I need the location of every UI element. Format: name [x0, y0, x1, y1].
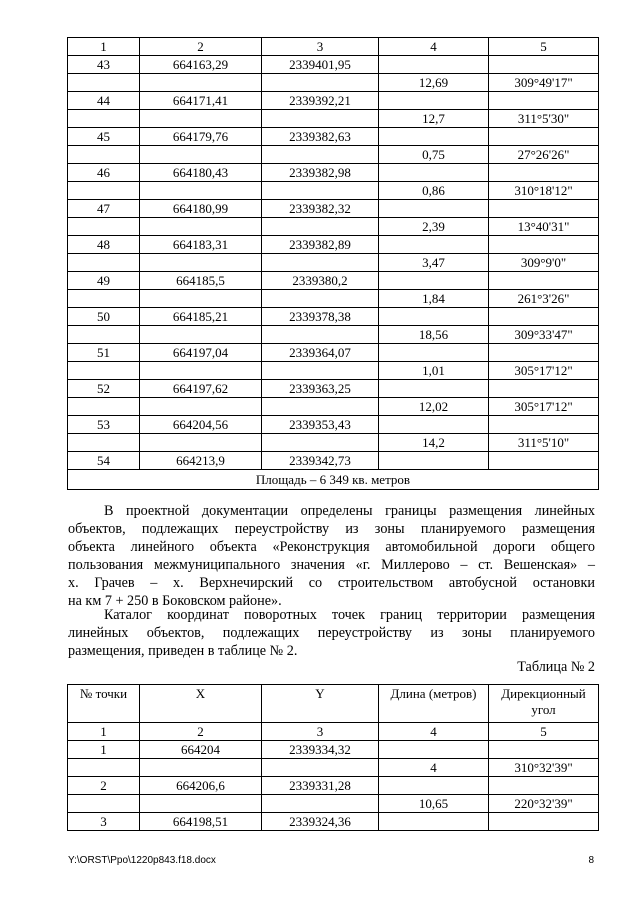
direction-angle-cell: 310°32'39" — [489, 759, 599, 777]
empty-cell — [379, 452, 489, 470]
empty-cell — [262, 74, 379, 92]
empty-cell — [379, 741, 489, 759]
empty-cell — [68, 146, 140, 164]
empty-cell — [140, 254, 262, 272]
text-line: Каталог координат поворотных точек границ территории размещения — [104, 607, 595, 623]
column-header-cell: Длина (метров) — [379, 685, 489, 723]
column-header-cell: X — [140, 685, 262, 723]
empty-cell — [489, 777, 599, 795]
x-coordinate-cell: 664183,31 — [140, 236, 262, 254]
empty-cell — [379, 777, 489, 795]
empty-cell — [379, 272, 489, 290]
area-row — [68, 470, 599, 490]
footer-file-path: Y:\ORST\Ppo\1220p843.f18.docx — [68, 855, 216, 866]
table-row — [68, 272, 599, 290]
point-number-cell: 48 — [68, 236, 140, 254]
x-coordinate-cell: 664197,04 — [140, 344, 262, 362]
empty-cell — [379, 380, 489, 398]
x-coordinate-cell: 664206,6 — [140, 777, 262, 795]
table-header-row — [68, 38, 599, 56]
x-coordinate-cell: 664197,62 — [140, 380, 262, 398]
direction-angle-cell: 309°9'0" — [489, 254, 599, 272]
empty-cell — [379, 128, 489, 146]
table-row — [68, 110, 599, 128]
direction-angle-cell: 305°17'12" — [489, 398, 599, 416]
table-number-row — [68, 723, 599, 741]
text-line: линейных объектов, подлежащих переустройству из зоны планируемого — [68, 625, 595, 641]
direction-angle-cell: 311°5'10" — [489, 434, 599, 452]
column-number-cell: 5 — [489, 38, 599, 56]
direction-angle-cell: 27°26'26" — [489, 146, 599, 164]
length-cell: 1,01 — [379, 362, 489, 380]
empty-cell — [68, 434, 140, 452]
empty-cell — [262, 182, 379, 200]
y-coordinate-cell: 2339382,89 — [262, 236, 379, 254]
empty-cell — [140, 110, 262, 128]
empty-cell — [262, 110, 379, 128]
empty-cell — [379, 344, 489, 362]
empty-cell — [140, 795, 262, 813]
text-line: В проектной документации определены границы размещения линейных — [104, 503, 595, 519]
length-cell: 12,69 — [379, 74, 489, 92]
point-number-cell: 52 — [68, 380, 140, 398]
table-row — [68, 74, 599, 92]
point-number-cell: 2 — [68, 777, 140, 795]
x-coordinate-cell: 664163,29 — [140, 56, 262, 74]
point-number-cell: 43 — [68, 56, 140, 74]
direction-angle-cell: 311°5'30" — [489, 110, 599, 128]
point-number-cell: 3 — [68, 813, 140, 831]
length-cell: 10,65 — [379, 795, 489, 813]
length-cell: 4 — [379, 759, 489, 777]
table-row — [68, 777, 599, 795]
point-number-cell: 46 — [68, 164, 140, 182]
point-number-cell: 47 — [68, 200, 140, 218]
table-row — [68, 362, 599, 380]
empty-cell — [379, 164, 489, 182]
length-cell: 2,39 — [379, 218, 489, 236]
text-line: пользования межмуниципального значения «г. Миллерово – ст. Вешенская» – — [68, 557, 595, 573]
direction-angle-cell: 13°40'31" — [489, 218, 599, 236]
y-coordinate-cell: 2339382,63 — [262, 128, 379, 146]
length-cell: 1,84 — [379, 290, 489, 308]
empty-cell — [379, 200, 489, 218]
empty-cell — [140, 146, 262, 164]
table-row — [68, 164, 599, 182]
point-number-cell: 50 — [68, 308, 140, 326]
empty-cell — [140, 290, 262, 308]
empty-cell — [489, 56, 599, 74]
length-cell: 18,56 — [379, 326, 489, 344]
paragraph-boundaries — [68, 502, 595, 610]
y-coordinate-cell: 2339353,43 — [262, 416, 379, 434]
y-coordinate-cell: 2339331,28 — [262, 777, 379, 795]
table-row — [68, 380, 599, 398]
column-number-cell: 5 — [489, 723, 599, 741]
empty-cell — [140, 182, 262, 200]
area-total-cell: Площадь – 6 349 кв. метров — [68, 470, 599, 490]
table-row — [68, 236, 599, 254]
column-header-cell: Дирекционный угол — [489, 685, 599, 723]
point-number-cell: 49 — [68, 272, 140, 290]
empty-cell — [68, 218, 140, 236]
point-number-cell: 54 — [68, 452, 140, 470]
empty-cell — [68, 74, 140, 92]
empty-cell — [379, 56, 489, 74]
column-number-cell: 2 — [140, 38, 262, 56]
y-coordinate-cell: 2339378,38 — [262, 308, 379, 326]
y-coordinate-cell: 2339324,36 — [262, 813, 379, 831]
y-coordinate-cell: 2339401,95 — [262, 56, 379, 74]
length-cell: 12,02 — [379, 398, 489, 416]
empty-cell — [68, 254, 140, 272]
text-line: объектов, подлежащих переустройству из зоны планируемого размещения — [68, 521, 595, 537]
table-row — [68, 416, 599, 434]
y-coordinate-cell: 2339392,21 — [262, 92, 379, 110]
table-row — [68, 759, 599, 777]
empty-cell — [262, 290, 379, 308]
table-2-caption: Таблица № 2 — [517, 659, 595, 675]
empty-cell — [68, 795, 140, 813]
direction-angle-cell: 305°17'12" — [489, 362, 599, 380]
empty-cell — [140, 759, 262, 777]
table-row — [68, 308, 599, 326]
x-coordinate-cell: 664179,76 — [140, 128, 262, 146]
column-number-cell: 1 — [68, 38, 140, 56]
text-line: на км 7 + 250 в Боковском районе». — [68, 593, 282, 609]
text-line: х. Грачев – х. Верхнечирский со строительством автобусной остановки — [68, 575, 595, 591]
empty-cell — [68, 290, 140, 308]
empty-cell — [262, 146, 379, 164]
empty-cell — [140, 398, 262, 416]
empty-cell — [489, 164, 599, 182]
empty-cell — [379, 92, 489, 110]
y-coordinate-cell: 2339334,32 — [262, 741, 379, 759]
table-row — [68, 200, 599, 218]
table-row — [68, 92, 599, 110]
direction-angle-cell: 309°49'17" — [489, 74, 599, 92]
empty-cell — [379, 416, 489, 434]
table-row — [68, 56, 599, 74]
length-cell: 12,7 — [379, 110, 489, 128]
empty-cell — [262, 254, 379, 272]
column-number-cell: 3 — [262, 38, 379, 56]
table-row — [68, 795, 599, 813]
column-number-cell: 4 — [379, 38, 489, 56]
coordinates-table-2 — [67, 684, 599, 831]
empty-cell — [262, 759, 379, 777]
empty-cell — [68, 326, 140, 344]
table-row — [68, 182, 599, 200]
column-number-cell: 2 — [140, 723, 262, 741]
empty-cell — [489, 200, 599, 218]
x-coordinate-cell: 664204,56 — [140, 416, 262, 434]
table-row — [68, 326, 599, 344]
point-number-cell: 1 — [68, 741, 140, 759]
table-row — [68, 741, 599, 759]
empty-cell — [68, 759, 140, 777]
column-number-cell: 3 — [262, 723, 379, 741]
y-coordinate-cell: 2339382,32 — [262, 200, 379, 218]
empty-cell — [68, 362, 140, 380]
footer-page-number: 8 — [588, 855, 594, 866]
length-cell: 0,75 — [379, 146, 489, 164]
x-coordinate-cell: 664185,5 — [140, 272, 262, 290]
empty-cell — [262, 362, 379, 380]
x-coordinate-cell: 664180,43 — [140, 164, 262, 182]
y-coordinate-cell: 2339380,2 — [262, 272, 379, 290]
table-row — [68, 218, 599, 236]
table-header-row — [68, 685, 599, 723]
empty-cell — [489, 380, 599, 398]
empty-cell — [140, 434, 262, 452]
empty-cell — [262, 398, 379, 416]
empty-cell — [489, 128, 599, 146]
x-coordinate-cell: 664198,51 — [140, 813, 262, 831]
length-cell: 14,2 — [379, 434, 489, 452]
table-row — [68, 434, 599, 452]
column-number-cell: 1 — [68, 723, 140, 741]
x-coordinate-cell: 664180,99 — [140, 200, 262, 218]
point-number-cell: 53 — [68, 416, 140, 434]
empty-cell — [262, 795, 379, 813]
empty-cell — [489, 272, 599, 290]
table-row — [68, 290, 599, 308]
coordinates-table-1 — [67, 37, 599, 490]
direction-angle-cell: 310°18'12" — [489, 182, 599, 200]
empty-cell — [68, 182, 140, 200]
empty-cell — [68, 398, 140, 416]
empty-cell — [489, 416, 599, 434]
column-number-cell: 4 — [379, 723, 489, 741]
y-coordinate-cell: 2339382,98 — [262, 164, 379, 182]
text-line: размещения, приведен в таблице № 2. — [68, 643, 298, 659]
empty-cell — [489, 236, 599, 254]
empty-cell — [262, 434, 379, 452]
direction-angle-cell: 220°32'39" — [489, 795, 599, 813]
table-row — [68, 146, 599, 164]
text-line: объекта линейного объекта «Реконструкция автомобильной дороги общего — [68, 539, 595, 555]
table-row — [68, 254, 599, 272]
table-row — [68, 813, 599, 831]
empty-cell — [489, 741, 599, 759]
table-row — [68, 452, 599, 470]
empty-cell — [140, 326, 262, 344]
length-cell: 3,47 — [379, 254, 489, 272]
paragraph-catalog — [68, 606, 595, 660]
y-coordinate-cell: 2339364,07 — [262, 344, 379, 362]
x-coordinate-cell: 664213,9 — [140, 452, 262, 470]
column-header-cell: Y — [262, 685, 379, 723]
empty-cell — [489, 308, 599, 326]
empty-cell — [489, 452, 599, 470]
empty-cell — [262, 218, 379, 236]
point-number-cell: 51 — [68, 344, 140, 362]
empty-cell — [489, 92, 599, 110]
empty-cell — [140, 362, 262, 380]
empty-cell — [379, 308, 489, 326]
direction-angle-cell: 309°33'47" — [489, 326, 599, 344]
point-number-cell: 44 — [68, 92, 140, 110]
empty-cell — [379, 236, 489, 254]
x-coordinate-cell: 664171,41 — [140, 92, 262, 110]
empty-cell — [489, 813, 599, 831]
empty-cell — [140, 74, 262, 92]
table-row — [68, 344, 599, 362]
y-coordinate-cell: 2339363,25 — [262, 380, 379, 398]
column-header-cell: № точки — [68, 685, 140, 723]
x-coordinate-cell: 664204 — [140, 741, 262, 759]
empty-cell — [68, 110, 140, 128]
direction-angle-cell: 261°3'26" — [489, 290, 599, 308]
empty-cell — [140, 218, 262, 236]
table-row — [68, 398, 599, 416]
point-number-cell: 45 — [68, 128, 140, 146]
empty-cell — [379, 813, 489, 831]
x-coordinate-cell: 664185,21 — [140, 308, 262, 326]
y-coordinate-cell: 2339342,73 — [262, 452, 379, 470]
length-cell: 0,86 — [379, 182, 489, 200]
table-row — [68, 128, 599, 146]
empty-cell — [489, 344, 599, 362]
empty-cell — [262, 326, 379, 344]
